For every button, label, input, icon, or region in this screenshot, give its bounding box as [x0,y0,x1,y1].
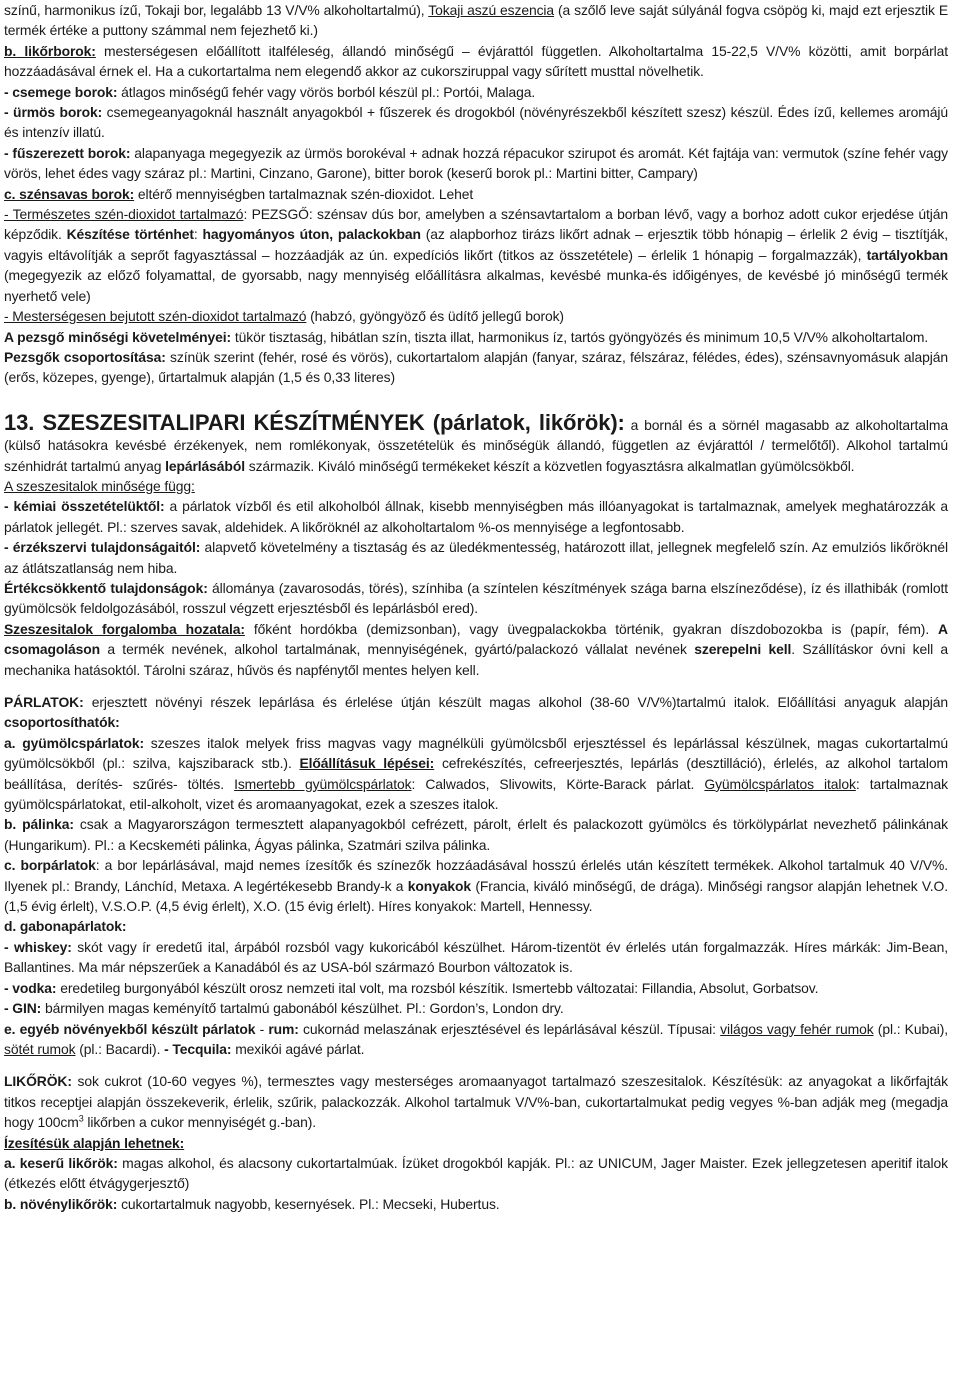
text-run: alapanyaga megegyezik az ürmös borokéval + adnak hozzá répacukor szirupot és aromát. Két fajtája van: vermutok (színe fehér vagy vörös, lehet édes vagy száraz pl.: Martini, Cinzano, Garone), bitter borok (keserű borok pl.: Martini bitter, Campary) [4,144,948,182]
text-run: - érzékszervi tulajdonságaitól: [4,539,201,556]
text-run: 3 [78,1113,84,1124]
text-run: konyakok [407,877,472,894]
text-run: b. növénylikőrök: [4,1195,118,1212]
text-run: világos vagy fehér rumok [720,1020,874,1037]
text-run: c. borpárlatok [4,857,96,874]
paragraph-p18 [4,733,948,815]
text-run: : [193,226,203,243]
text-run: c. szénsavas borok: [4,185,135,202]
paragraph-p29 [4,1194,948,1214]
text-run: - [255,1020,269,1037]
text-run: Szeszesitalok forgalomba hozatala: [4,620,245,637]
text-run: eredetileg burgonyából készült orosz nemzeti ital volt, ma rozsból készítik. Ismertebb változatai: Fillandia, Absolut, Gorbatsov. [56,979,819,996]
paragraph-p26 [4,1071,948,1132]
text-run: A csomagoláson [4,620,948,658]
text-run: Készítése történhet [66,226,194,243]
text-run: a bornál és a sörnél magasabb az alkoholtartalma (külső hatásokra kevésbé érzékenyek, nem romlékonyak, összetételük és minőségük állandó, független az évjárattól / termelőtől). Alkohol tartalmú szénhidrát tartalmú anyag [4,416,949,474]
text-run: lepárlásából [165,457,245,474]
text-run: - kémiai összetételüktől: [4,498,165,515]
text-run: PÁRLATOK: [4,694,84,710]
text-run: (a szőlő leve saját súlyánál fogva csöpög ki, majd ezt erjesztik E termék értéke a puttony számmal nem fejezhető ki.) [4,2,948,39]
text-run: átlagos minőségű fehér vagy vörös borból készül pl.: Portói, Malaga. [117,83,536,100]
text-run: csak a Magyarországon termesztett alapanyagokból cefrézett, párolt, érlelt és palackozott gyümölcs és törkölypárlat nevezhető pálinkának (Hungarikum). Pl.: a Kecskeméti pálinka, Ágyas pálinka, Szatmári szilva pálinka. [4,816,949,853]
text-run: a. keserű likőrök: [4,1154,118,1171]
text-run: likőrborok: [16,42,96,59]
paragraph-p11 [4,408,948,476]
text-run: csoportosíthatók: [4,714,120,731]
text-run: sötét rumok [4,1040,76,1057]
text-run: (Francia, kiváló minőségű, de drága). Minőségi rangsor alapján lehetnek V.O. (1,5 évig érlelt), V.S.O.P. (4,5 évig érlelt), X.O. (15 évig érlelt). Híres konyakok: Martell, Hennessy. [4,877,948,915]
text-run: : PEZSGŐ: szénsav dús bor, amelyben a szénsavtartalom a borban lévő, vagy a borhoz adott cukor erjedése útján képződik. [4,206,948,243]
text-run: (pl.: Bacardi). [75,1040,165,1057]
text-run: színük szerint (fehér, rosé és vörös), cukortartalom alapján (fanyar, száraz, félszáraz, félédes, édes), szénsavnyomásuk alapján (erős, közepes, gyenge), űrtartalmuk alapján (1,5 és 0,33 literes) [4,348,948,386]
text-run: mesterségesen előállított italféleség, állandó minőségű – évjárattól független. Alkoholtartalma 15-22,5 V/V% közötti, amit borpárlat hozzáadásával érnek el. Ha a cukortartalma nem elegendő akkor az cukorsziruppal vagy sűrített musttal növelhetik. [4,42,948,80]
text-run: (pl.: Kubai), [873,1020,948,1037]
text-run: b. pálinka: [4,816,74,833]
paragraph-p6 [4,184,948,204]
text-run: mexikói agávé párlat. [231,1040,365,1057]
text-run: Előállításuk lépései: [299,755,435,772]
text-run: Gyümölcspárlatos italok [704,775,856,792]
text-run: színű, harmonikus ízű, Tokaji bor, legalább 13 V/V% alkoholtartalmú), [4,2,429,18]
paragraph-p9 [4,327,948,347]
text-run: bármilyen magas keményítő tartalmú gabonából készülhet. Pl.: Gordon’s, London dry. [41,1000,564,1017]
paragraph-p3 [4,82,948,102]
text-run: Ismertebb gyümölcspárlatok [234,775,412,792]
paragraph-p8 [4,306,948,326]
paragraph-p24 [4,998,948,1018]
text-run: - vodka: [4,979,57,996]
paragraph-p13 [4,496,948,537]
text-run: b. [4,42,17,59]
paragraph-p1 [4,0,948,41]
paragraph-p25 [4,1019,948,1060]
text-run: - Természetes szén-dioxidot tartalmazó [4,206,244,223]
text-run: e. egyéb növényekből készült párlatok [4,1020,256,1037]
text-run: szerepelni kell [694,641,792,658]
text-run: állománya (zavarosodás, törés), színhiba (a színtelen készítmények szága barna elszíneződése), íz és illathibák (romlott gyümölcsök feldolgozásából, rosszul végzett erjesztésből és lepárlásból ered). [4,579,948,617]
text-run: - Tecquila: [164,1040,232,1057]
text-run: - GIN: [4,1000,42,1017]
paragraph-p28 [4,1153,948,1194]
text-run: : a bor lepárlásával, majd nemes ízesítők és színezők hozzáadásával hosszú érlelés után készített termékek. Alkohol tartalmuk 40 V/V%. Ilyenek pl.: Brandy, Lánchíd, Metaxa. A legértékesebb Brandy-k a [4,857,948,894]
text-run: - whiskey: [4,938,72,955]
text-run: . Szállításkor óvni kell a mechanika hatásoktól. Tárolni száraz, hűvös és napfénytől mentes helyen kell. [4,641,948,678]
text-run: Értékcsökkentő tulajdonságok: [4,579,208,596]
text-run: cukortartalmuk nagyobb, kesernyések. Pl.: Mecseki, Hubertus. [117,1195,500,1212]
paragraph-p4 [4,102,948,143]
paragraph-p27 [4,1133,948,1153]
text-run: d. gabonapárlatok: [4,918,127,935]
paragraph-p21 [4,916,948,936]
text-run: - ürmös borok: [4,104,103,121]
paragraph-p16 [4,619,948,680]
paragraph-p2 [4,41,948,82]
text-run: - csemege borok: [4,83,118,100]
paragraph-spacer [4,388,948,408]
paragraph-p23 [4,978,948,998]
document-page [4,0,948,1214]
text-run: LIKŐRÖK: [4,1073,72,1090]
paragraph-p5 [4,143,948,184]
text-run: cukornád melaszának erjesztésével és lepárlásával készül. Típusai: [298,1020,721,1037]
text-run: erjesztett növényi részek lepárlása és érlelése útján készült magas alkohol (38-60 V/V%)tartalmú italok. Előállítási anyaguk alapján [83,694,948,710]
text-run: - Mesterségesen bejutott szén-dioxidot tartalmazó [4,308,307,325]
text-run: Ízesítésük alapján lehetnek: [4,1134,185,1151]
text-run: rum: [268,1020,299,1037]
text-run: : tartalmaznak gyümölcspárlatokat, etil-alkoholt, vizet és aromaanyagokat, ezek a szeszes italok. [4,775,949,813]
text-run: származik. Kiváló minőségű termékeket készít a közvetlen fogyasztásra alkalmatlan gyümölcsökből. [244,457,855,474]
text-run: - fűszerezett borok: [4,144,131,161]
paragraph-p20 [4,855,948,916]
text-run: likőrben a cukor mennyiségét g.-ban). [83,1114,317,1131]
text-run: szeszes italok melyek friss magvas vagy magnélküli gyümölcsből erjesztéssel és lepárlással készülnek, magas cukortartalmú gyümölcsökből (pl.: szilva, kajszibarack stb.). [4,734,948,772]
text-run: (habzó, gyöngyöző és üdítő jellegű borok) [306,308,564,325]
text-run: 13. SZESZESITALIPARI KÉSZÍTMÉNYEK (párlatok, likőrök): [4,409,625,435]
text-run: cefrekészítés, cefreerjesztés, lepárlás (desztilláció), érlelés, az alkohol tartalom beállítása, derítés- szűrés- töltés. [4,755,948,792]
text-run: a termék nevének, alkohol tartalmának, mennyiségének, gyártó/palackozó vállalat nevének [100,641,695,658]
text-run: Pezsgők csoportosítása: [4,348,166,365]
paragraph-spacer [4,680,948,692]
text-run: : Calwados, Slivowits, Körte-Barack párlat. [411,775,705,792]
paragraph-spacer [4,1059,948,1071]
text-run: csemegeanyagoknál használt anyagokból + fűszerek és drogokból (növényrészekből készített szesz) készül. Édes ízű, kellemes aromájú és intenzív illatú. [4,104,948,141]
text-run: (az alapborhoz tirázs likőrt adnak – erjesztik több hónapig – érlelik 2 évig – tisztítják, vagyis eltávolítják a seprőt fagyasztással – hozzáadják az ún. expedíciós likőrt (titkos az összetétele) – érlelik 1 hónapig – forgalmazzák), [4,226,948,263]
paragraph-p10 [4,347,948,388]
text-run: tükör tisztaság, hibátlan szín, tiszta illat, harmonikus íz, tartós gyöngyözés és minimum 10,5 V/V% alkoholtartalom. [231,328,929,345]
paragraph-p19 [4,814,948,855]
text-run: Tokaji aszú eszencia [428,2,555,18]
text-run: sok cukrot (10-60 vegyes %), termesztes vagy mesterséges aromaanyagot tartalmazó szeszesitalok. Készítésük: az anyagokat a likőrfajták titkos receptjei alapján összekeverik, érlelik, szűrik, palackozzák. Alkohol tartalmuk V/V%-ban, cukortartalmukat pedig vegyes %-ban adják meg (megadja hogy 100cm [4,1073,948,1131]
paragraph-p15 [4,578,948,619]
text-run: a párlatok vízből és etil alkoholból állnak, kisebb mennyiségben más illóanyagokat is tartalmaznak, amelyek meghatározzák a párlatok jellegét. Pl.: szerves savak, aldehidek. A likőröknél az alkoholtartalom %-os mennyisége a legfontosabb. [4,498,948,535]
text-run: hagyományos úton, palackokban [202,226,421,243]
text-run: skót vagy ír eredetű ital, árpából rozsból vagy kukoricából készülhet. Három-tizentöt év érlelés után forgalmazzák. Híres márkák: Jim-Bean, Ballantines. Ma már népszerűek a Kanadából és az USA-ból származó Bourbon változatok is. [4,938,948,976]
text-run: A pezsgő minőségi követelményei: [4,328,232,345]
text-run: tartályokban [866,246,948,263]
text-run: a. gyümölcspárlatok: [4,734,144,751]
text-run: eltérő mennyiségben tartalmaznak szén-dioxidot. Lehet [134,185,474,202]
paragraph-p14 [4,537,948,578]
text-run: (megegyezik az előző folyamattal, de gyorsabb, nagy mennyiség előállításra alkalmas, kevésbé munka-és időigényes, de kevésbé jó minőségű termék nyerhető vele) [4,267,948,304]
text-run: magas alkohol, és alacsony cukortartalmúak. Ízüket drogokból kapják. Pl.: az UNICUM, Jager Maister. Ezek jellegzetesen aperitif italok (étkezés előtt étvágygerjesztő) [4,1154,949,1192]
text-run: A szeszesitalok minősége függ: [4,477,195,494]
paragraph-p7 [4,204,948,306]
paragraph-p22 [4,937,948,978]
text-run: alapvető követelmény a tisztaság és az üledékmentesség, határozott illat, jellegnek megfelelő szín. Az emulziós likőröknél az átlátszatlanság nem hiba. [4,539,948,576]
text-run: főként hordókba (demizsonban), vagy üvegpalackokba történik, gyakran díszdobozokba is (papír, fém). [244,620,939,637]
paragraph-p17 [4,692,948,733]
paragraph-p12 [4,476,948,496]
